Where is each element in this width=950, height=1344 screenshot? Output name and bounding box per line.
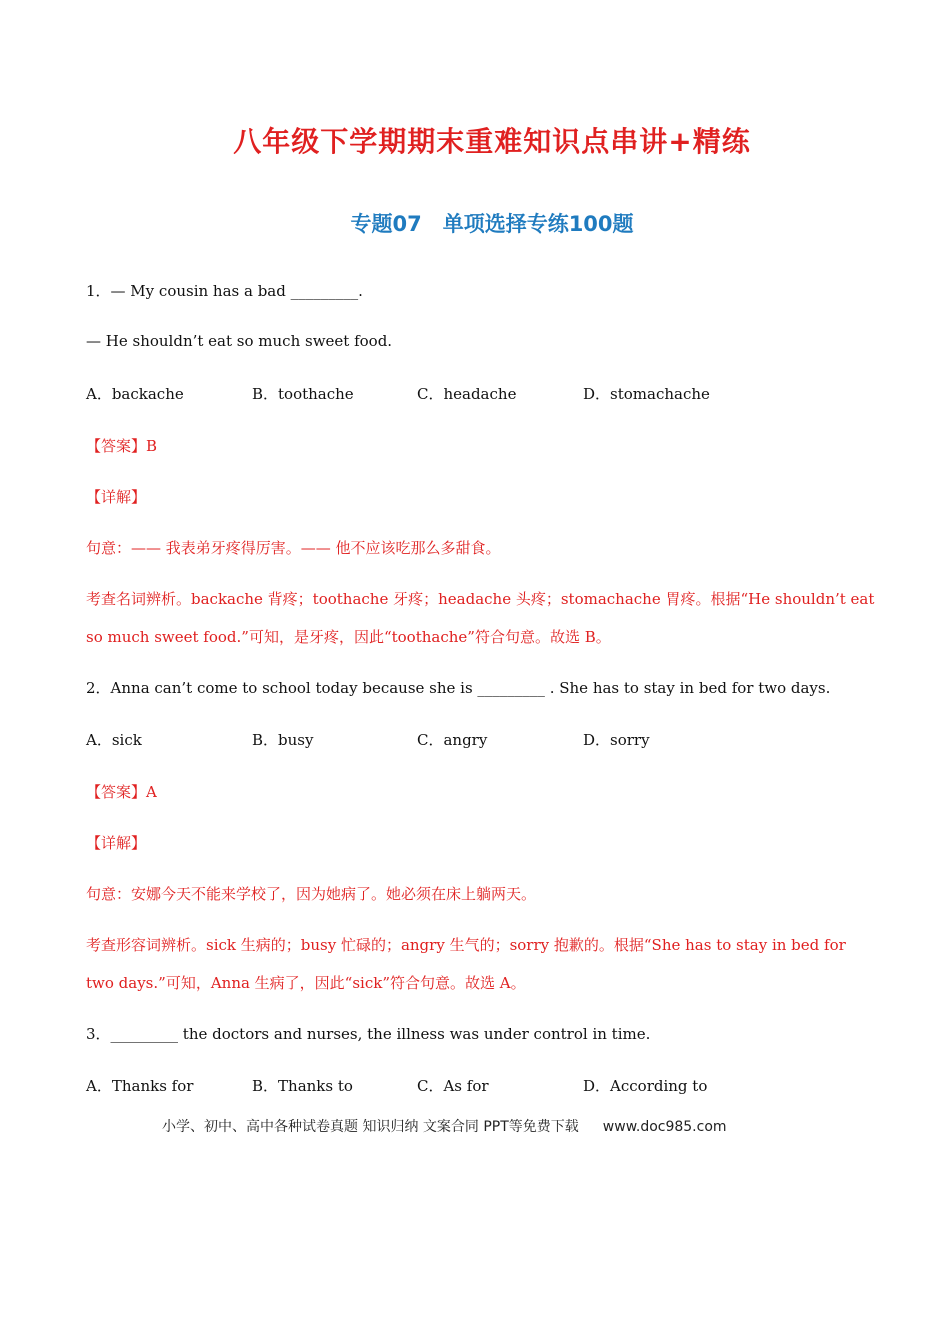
q1-detail-tag: 【详解】 (86, 488, 147, 506)
page-footer (162, 1116, 727, 1136)
q2-detail-tag: 【详解】 (86, 834, 147, 852)
q3-option-a: A．Thanks for (86, 1077, 194, 1095)
q2-stem: 2．Anna can’t come to school today because she is _________ . She has to stay in bed for two days. (86, 679, 831, 697)
q1-reply: — He shouldn’t eat so much sweet food. (86, 332, 393, 350)
page-subtitle: 专题07 单项选择专练100题 (350, 212, 634, 236)
q2-meaning: 句意：安娜今天不能来学校了，因为她病了。她必须在床上躺两天。 (86, 885, 537, 903)
q1-option-b: B．toothache (252, 385, 354, 403)
q2-option-d: D．sorry (583, 731, 650, 749)
q1-answer-tag: 【答案】B (86, 437, 158, 455)
q1-meaning: 句意：—— 我表弟牙疼得厉害。—— 他不应该吃那么多甜食。 (86, 539, 501, 557)
q3-option-d: D．According to (583, 1077, 708, 1095)
q2-analysis-line2: two days.”可知，Anna 生病了，因此“sick”符合句意。故选 A。 (86, 974, 526, 992)
q1-option-c: C．headache (417, 385, 517, 403)
q1-stem: 1．— My cousin has a bad _________. (86, 282, 363, 300)
q2-analysis-line1: 考查形容词辨析。sick 生病的；busy 忙碌的；angry 生气的；sorry 抱歉的。根据“She has to stay in bed for (86, 936, 846, 954)
q2-option-a: A．sick (86, 731, 142, 749)
footer-url[interactable]: www.doc985.com (602, 1119, 727, 1135)
q1-analysis-line1: 考查名词辨析。backache 背疼；toothache 牙疼；headache 头疼；stomachache 胃疼。根据“He shouldn’t eat (86, 590, 875, 608)
q2-answer-tag: 【答案】A (86, 783, 157, 801)
q3-stem: 3．_________ the doctors and nurses, the illness was under control in time. (86, 1025, 651, 1043)
footer-text: 小学、初中、高中各种试卷真题 知识归纳 文案合同 PPT等免费下载 (162, 1119, 579, 1135)
q3-option-b: B．Thanks to (252, 1077, 353, 1095)
page-title: 八年级下学期期末重难知识点串讲+精练 (233, 125, 751, 158)
q1-option-a: A．backache (86, 385, 184, 403)
q1-option-d: D．stomachache (583, 385, 710, 403)
q2-option-c: C．angry (417, 731, 488, 749)
q1-analysis-line2: so much sweet food.”可知，是牙疼，因此“toothache”符合句意。故选 B。 (86, 628, 611, 646)
q2-option-b: B．busy (252, 731, 314, 749)
q3-option-c: C．As for (417, 1077, 489, 1095)
